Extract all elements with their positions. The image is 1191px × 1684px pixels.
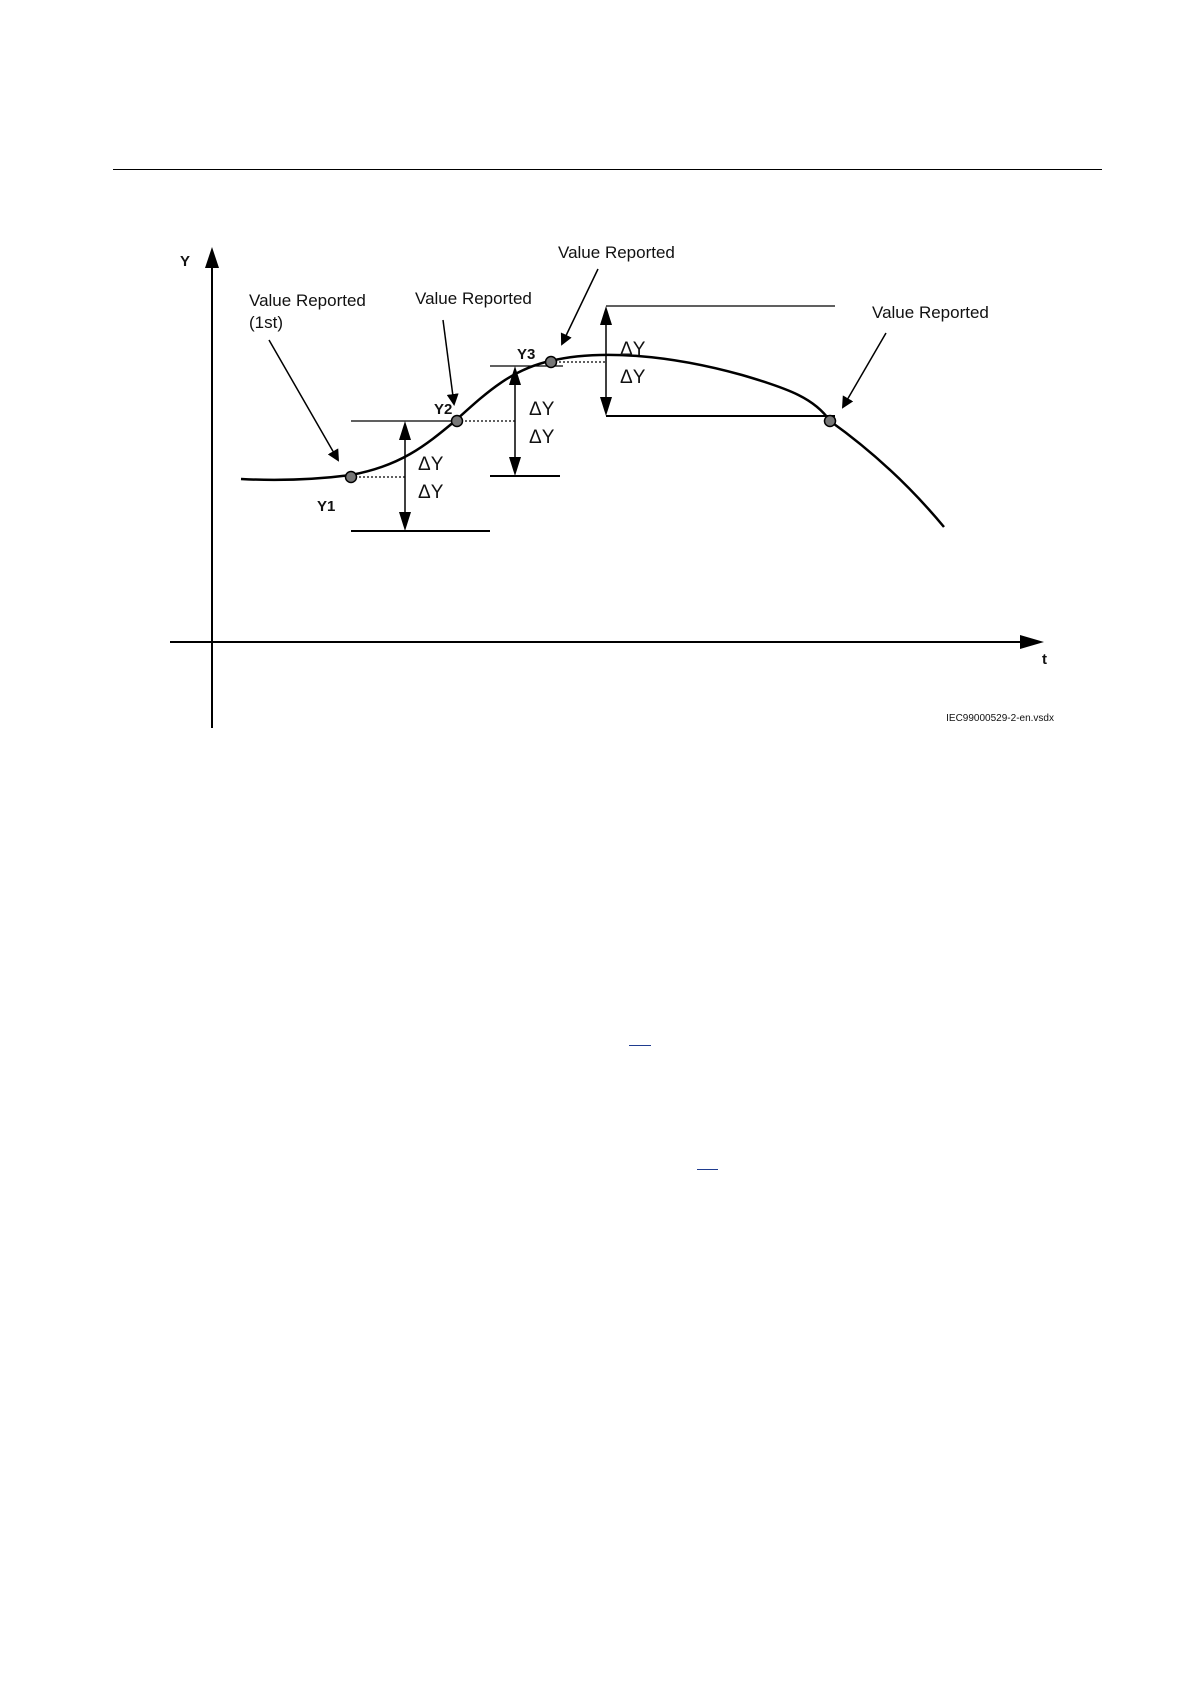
- reported-point-y3: [546, 357, 557, 368]
- point-label-y3: Y3: [517, 346, 536, 363]
- reported-point-4: [825, 416, 836, 427]
- callout-label-4: Value Reported: [872, 303, 989, 322]
- callout-label-2: Value Reported: [415, 289, 532, 308]
- callout-arrow-2: [443, 320, 454, 404]
- x-axis-arrowhead: [1020, 635, 1044, 649]
- y-axis-arrowhead: [205, 247, 219, 268]
- callout-label-1: Value Reported: [249, 291, 366, 310]
- callout-label-3: Value Reported: [558, 243, 675, 262]
- callout-label-1-line2: (1st): [249, 313, 283, 332]
- delta-label: ΔY: [418, 454, 444, 475]
- x-axis-label: t: [1042, 651, 1047, 668]
- delta-label: ΔY: [529, 427, 555, 448]
- delta-label: ΔY: [418, 482, 444, 503]
- point-label-y1: Y1: [317, 498, 336, 515]
- y-axis-label: Y: [180, 253, 191, 270]
- delta-label: ΔY: [529, 399, 555, 420]
- signal-curve: [241, 355, 944, 527]
- callout-arrow-1: [269, 340, 338, 460]
- underline-mark: [697, 1169, 718, 1170]
- point-label-y2: Y2: [434, 401, 453, 418]
- figure-reference: IEC99000529-2-en.vsdx: [946, 713, 1054, 724]
- reported-point-y2: [452, 416, 463, 427]
- delta-label: ΔY: [620, 367, 646, 388]
- callout-arrow-4: [843, 333, 886, 407]
- underline-mark: [629, 1045, 651, 1046]
- reported-point-y1: [346, 472, 357, 483]
- callout-arrow-3: [562, 269, 598, 344]
- delta-label: ΔY: [620, 339, 646, 360]
- deadband-reporting-diagram: [0, 0, 1191, 760]
